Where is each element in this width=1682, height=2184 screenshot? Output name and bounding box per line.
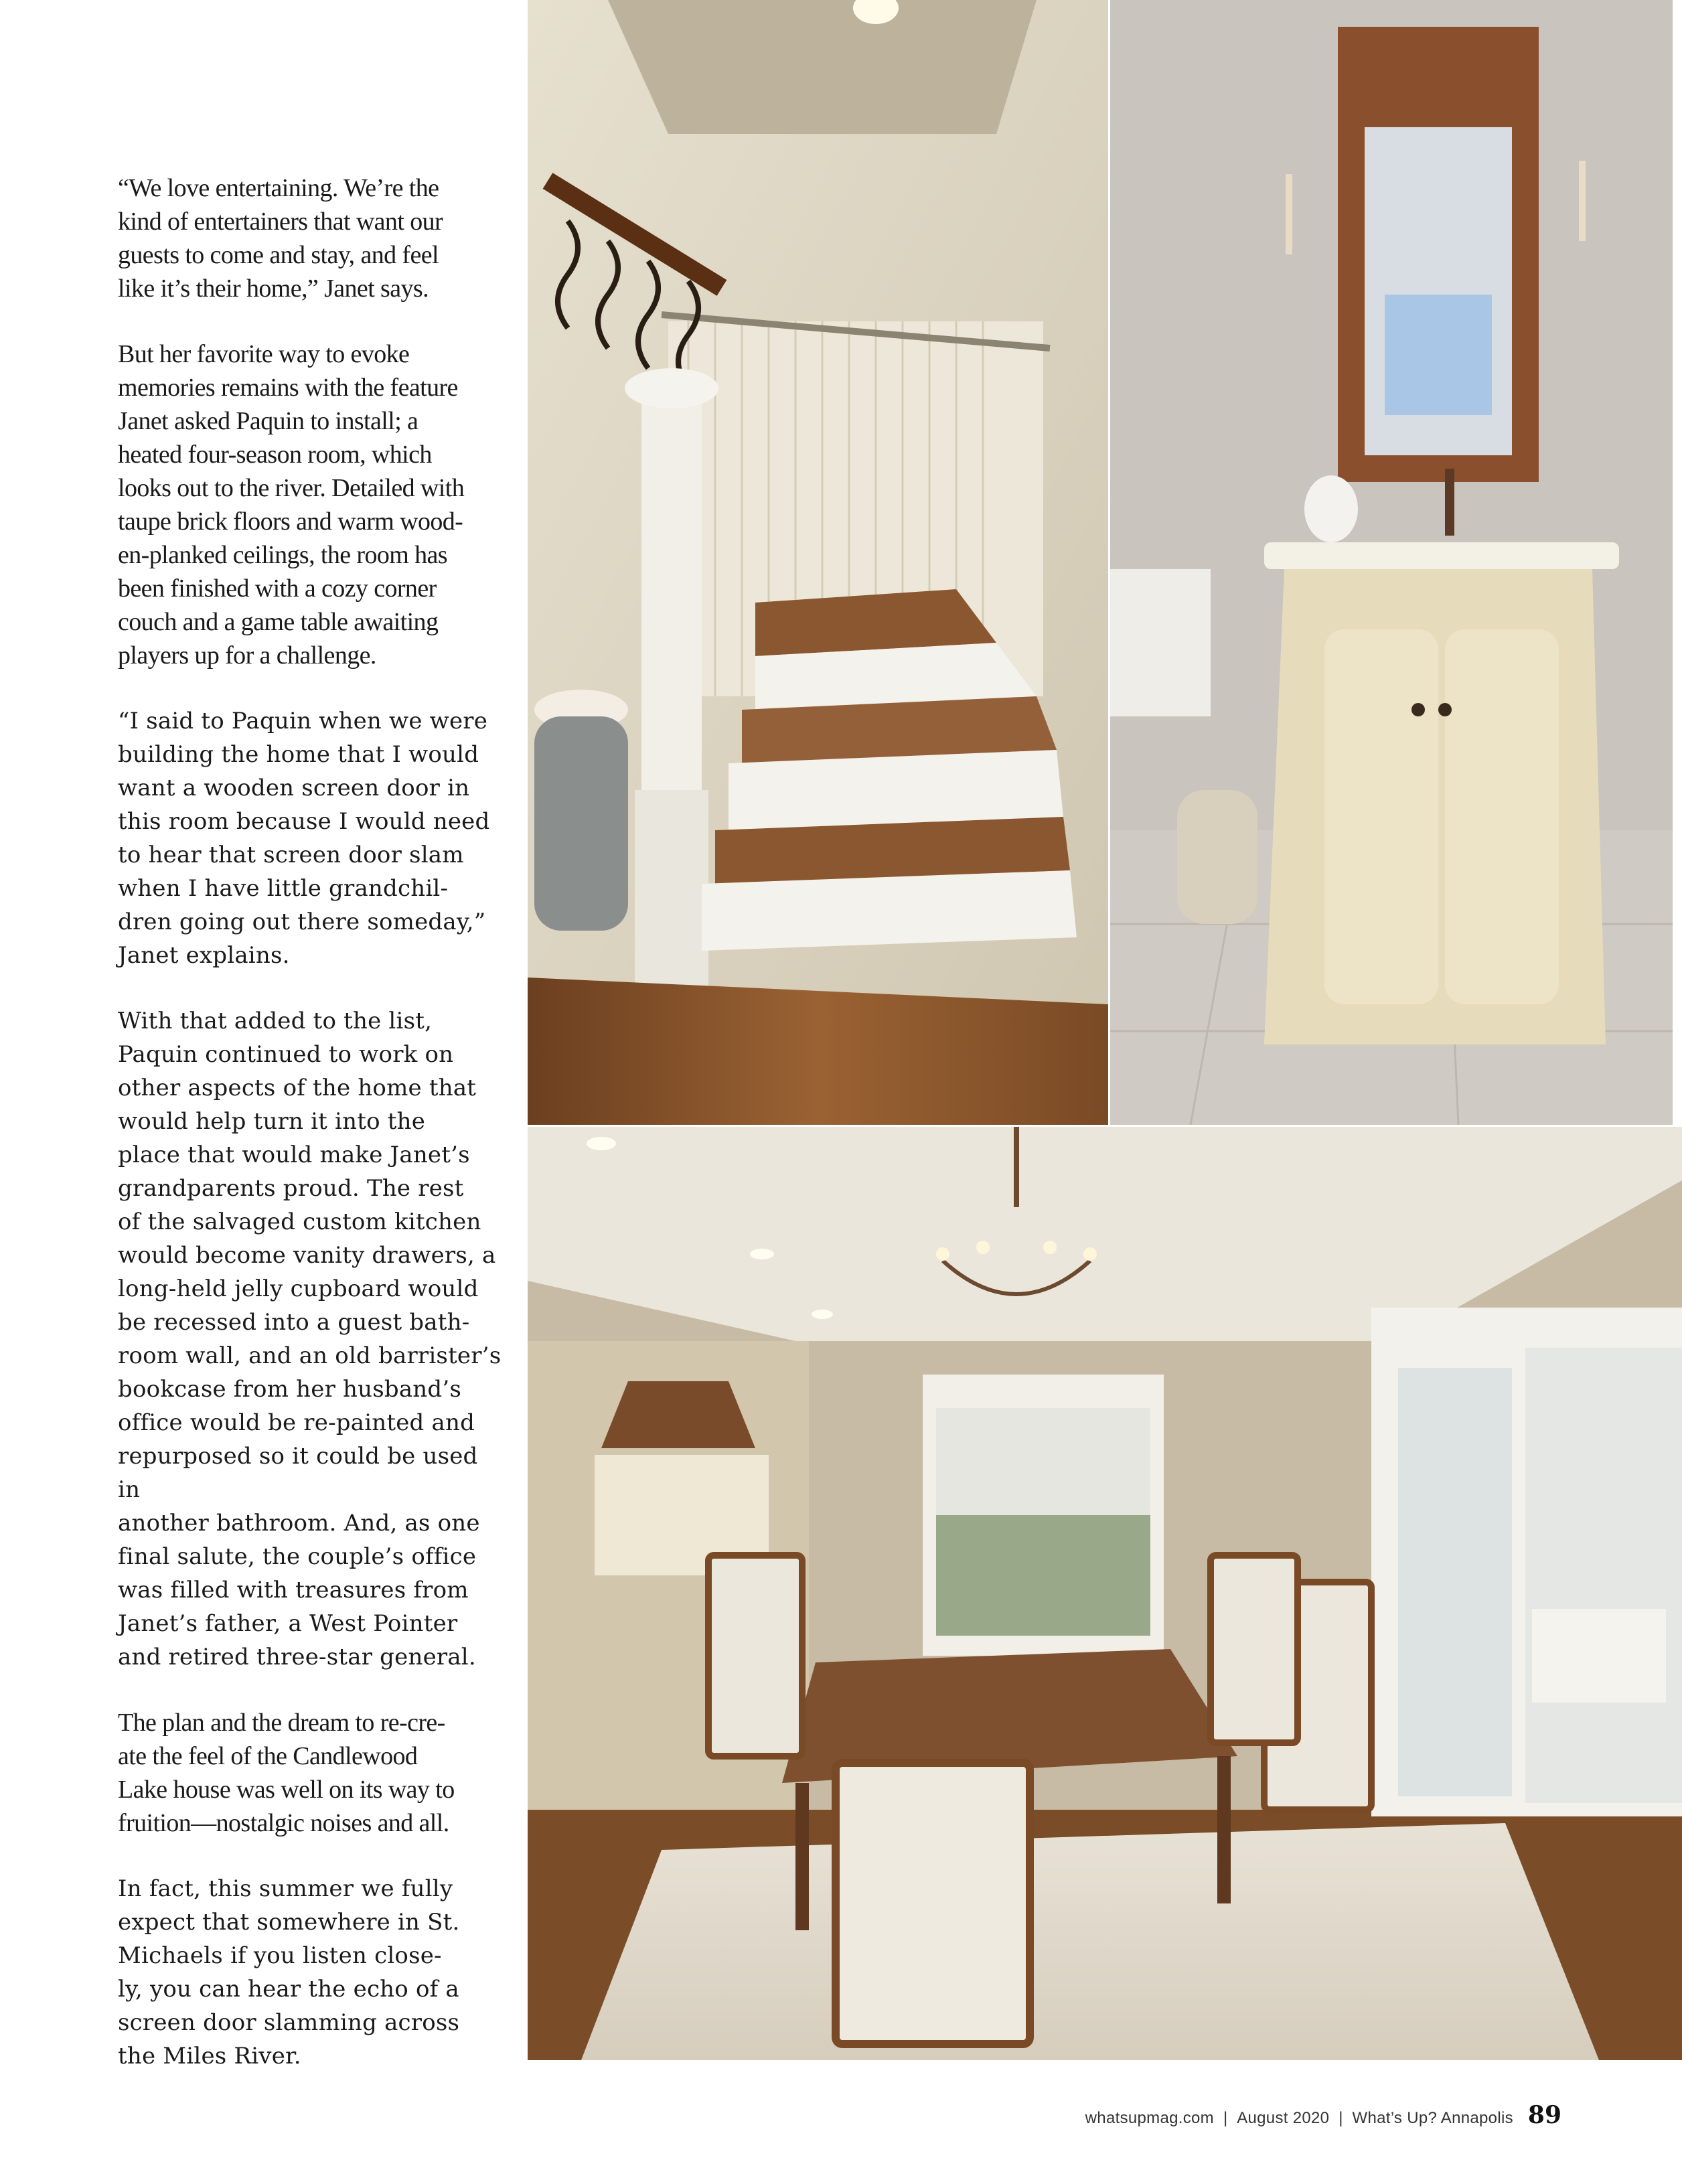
footer-website: whatsupmag.com (1085, 2109, 1214, 2127)
footer-separator: | (1339, 2109, 1343, 2127)
paragraph-5: The plan and the dream to re-cre- ate the feel of the Candlewood Lake house was well on its way to fruition—nostalgic noises and all. (118, 1709, 455, 1837)
footer-separator: | (1223, 2109, 1228, 2127)
paragraph-4: With that added to the list, Paquin continued to work on other aspects of the home that would help turn it into the place that would make Janet’s grandparents proud. The rest of the salvaged custom kitchen would become vanity drawers, a long-held jelly cupboard would be recessed into a guest bath- room wall, and an old barrister’s bookcase from her husband’s office would be re-painted and repurposed so it could be used in another bathroom. And, as one final salute, the couple’s office was filled with treasures from Janet’s father, a West Pointer and retired three-star general. (118, 1008, 502, 1670)
paragraph-1: “We love entertaining. We’re the kind of entertainers that want our guests to come and stay, and feel like it’s their home,” Janet says. (118, 174, 443, 303)
paragraph-6: In fact, this summer we fully expect that somewhere in St. Michaels if you listen close- ly, you can hear the echo of a screen door slamming across the Miles River. (118, 1875, 460, 2070)
dining-room-photo (528, 1127, 1682, 2060)
staircase-photo (528, 0, 1108, 1125)
article-body (118, 171, 506, 2105)
page-number: 89 (1527, 2101, 1561, 2129)
page-footer (1085, 2101, 1561, 2129)
footer-publication: What’s Up? Annapolis (1352, 2109, 1513, 2127)
paragraph-3: “I said to Paquin when we were building the home that I would want a wooden screen door in this room because I would need to hear that screen door slam when I have little grandchil- dren going out there someday,” Janet explains. (118, 708, 490, 969)
bathroom-photo (1110, 0, 1673, 1125)
paragraph-2: But her favorite way to evoke memories remains with the feature Janet asked Paquin to install; a heated four-season room, which looks out to the river. Detailed with taupe brick floors and warm wood- en-planked ceilings, the room has been finished with a cozy corner couch and a game table awaiting players up for a challenge. (118, 340, 465, 670)
footer-issue: August 2020 (1237, 2109, 1330, 2127)
